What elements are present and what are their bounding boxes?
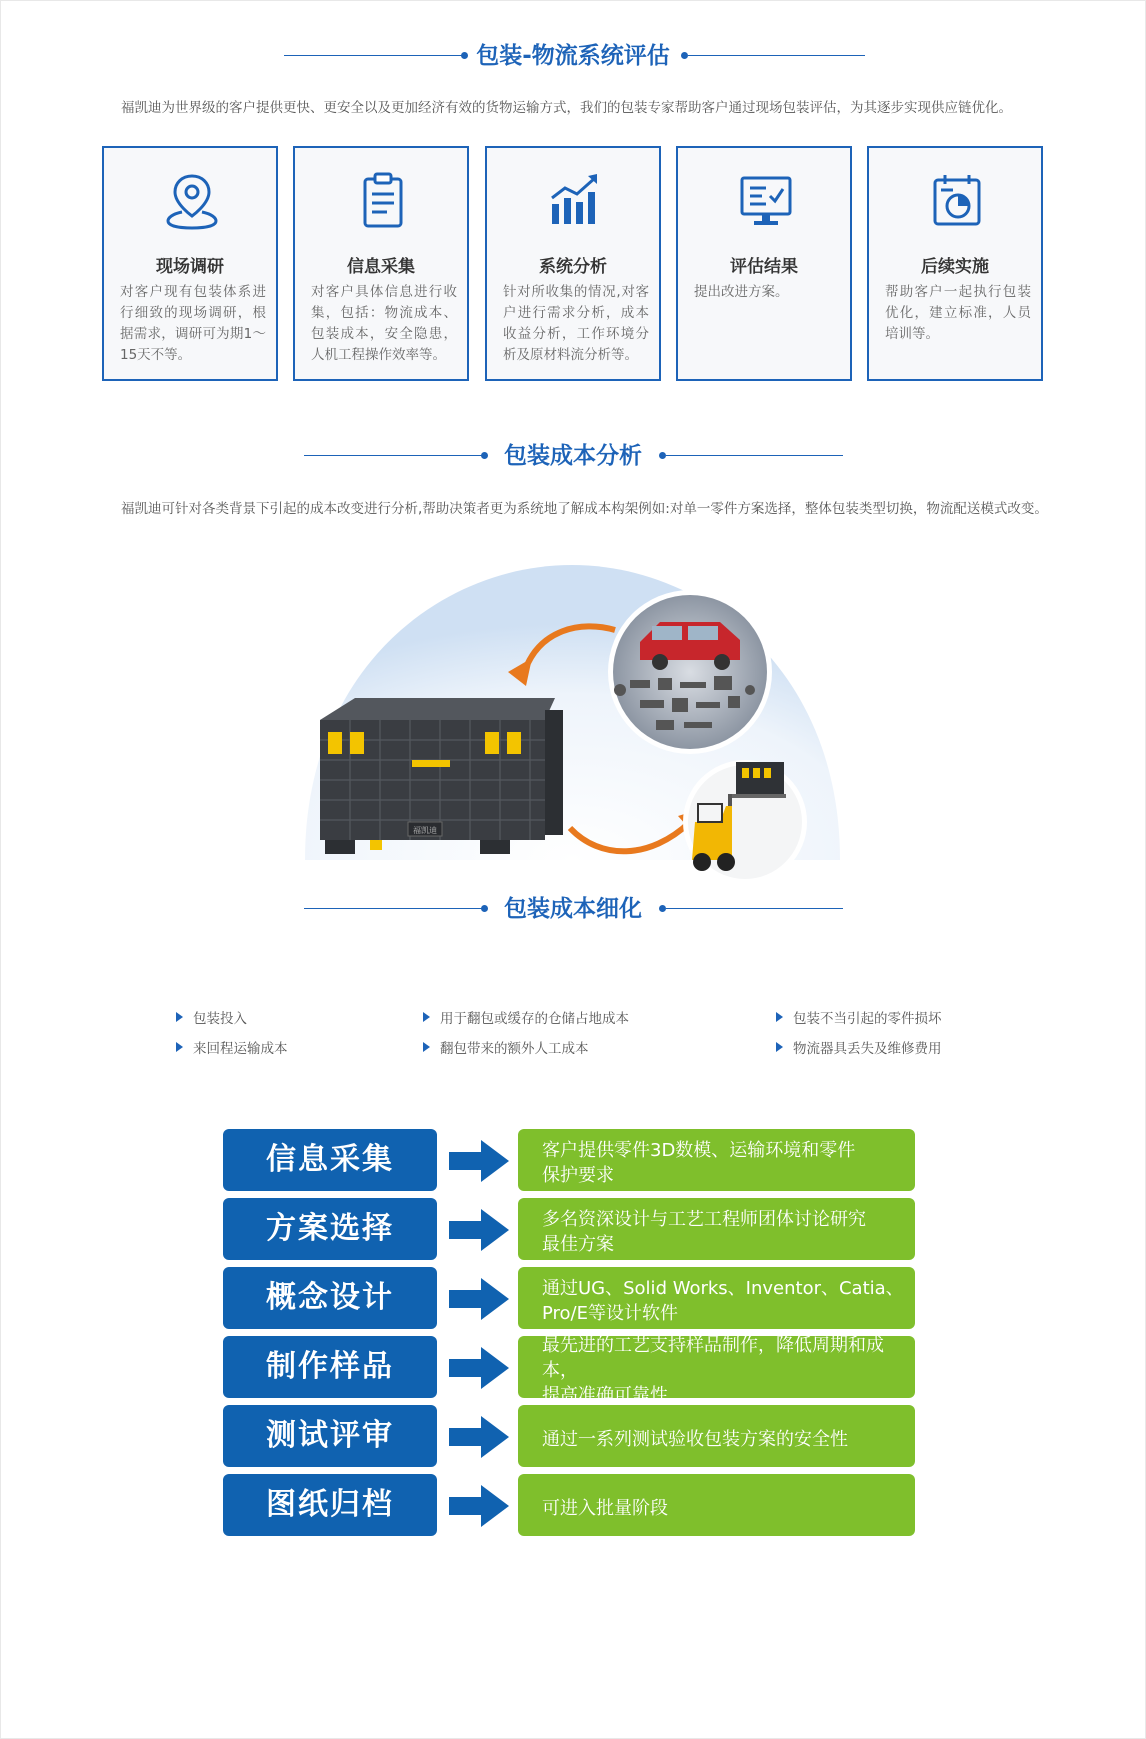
process-step	[223, 1198, 915, 1260]
clipboard-icon	[353, 170, 413, 230]
triangle-bullet-icon	[176, 1042, 183, 1052]
bullet-item: 用于翻包或缓存的仓储占地成本	[423, 1010, 629, 1028]
step-desc: 可进入批量阶段	[518, 1474, 915, 1536]
card-desc: 帮助客户一起执行包装优化，建立标准，人员培训等。	[885, 284, 1031, 342]
step-desc: 客户提供零件3D数模、运输环境和零件 保护要求	[518, 1129, 915, 1191]
location-pin-icon	[162, 170, 222, 230]
card-follow-up	[867, 146, 1043, 381]
step-name: 信息采集	[223, 1129, 437, 1191]
right-arrow-icon	[449, 1140, 509, 1182]
step-name: 图纸归档	[223, 1474, 437, 1536]
bullet-item: 包装投入	[176, 1010, 247, 1028]
right-arrow-icon	[449, 1485, 509, 1527]
triangle-bullet-icon	[776, 1012, 783, 1022]
card-desc: 对客户现有包装体系进行细致的现场调研，根据需求，调研可为期1～15天不等。	[120, 284, 266, 363]
process-step	[223, 1129, 915, 1191]
step-name: 方案选择	[223, 1198, 437, 1260]
step-desc: 通过一系列测试验收包装方案的安全性	[518, 1405, 915, 1467]
step-desc: 最先进的工艺支持样品制作，降低周期和成本， 提高准确可靠性	[518, 1336, 915, 1398]
card-title: 现场调研	[156, 257, 224, 277]
right-arrow-icon	[449, 1347, 509, 1389]
triangle-bullet-icon	[176, 1012, 183, 1022]
bullet-item: 来回程运输成本	[176, 1040, 288, 1058]
card-evaluation-result	[676, 146, 852, 381]
process-step	[223, 1474, 915, 1536]
bullet-item: 包装不当引起的零件损坏	[776, 1010, 942, 1028]
section-title-evaluation: 包装-物流系统评估	[0, 36, 1146, 76]
triangle-bullet-icon	[423, 1042, 430, 1052]
step-name: 制作样品	[223, 1336, 437, 1398]
card-title: 信息采集	[347, 257, 415, 277]
section-intro-cost-analysis: 福凯迪可针对各类背景下引起的成本改变进行分析,帮助决策者更为系统地了解成本构架例如:对单一零件方案选择，整体包装类型切换，物流配送模式改变。	[121, 501, 1048, 517]
step-desc: 通过UG、Solid Works、Inventor、Catia、 Pro/E等设计软件	[518, 1267, 915, 1329]
triangle-bullet-icon	[423, 1012, 430, 1022]
card-info-collection	[293, 146, 469, 381]
card-desc: 对客户具体信息进行收集，包括：物流成本、包装成本，安全隐患，人机工程操作效率等。	[311, 284, 457, 363]
car-parts-image	[608, 590, 772, 754]
section-intro-evaluation: 福凯迪为世界级的客户提供更快、更安全以及更加经济有效的货物运输方式，我们的包装专家帮助客户通过现场包装评估，为其逐步实现供应链优化。	[121, 100, 1012, 116]
right-arrow-icon	[449, 1209, 509, 1251]
card-desc: 提出改进方案。	[694, 284, 789, 300]
right-arrow-icon	[449, 1278, 509, 1320]
step-name: 测试评审	[223, 1405, 437, 1467]
cost-analysis-illustration	[300, 560, 845, 910]
bar-chart-icon	[545, 170, 605, 230]
card-system-analysis	[485, 146, 661, 381]
triangle-bullet-icon	[776, 1042, 783, 1052]
card-field-research	[102, 146, 278, 381]
right-arrow-icon	[449, 1416, 509, 1458]
calendar-report-icon	[927, 170, 987, 230]
process-step	[223, 1405, 915, 1467]
card-title: 评估结果	[730, 257, 798, 277]
bullet-item: 物流器具丢失及维修费用	[776, 1040, 942, 1058]
section-title-cost-analysis: 包装成本分析	[0, 436, 1146, 476]
step-desc: 多名资深设计与工艺工程师团体讨论研究 最佳方案	[518, 1198, 915, 1260]
plastic-crate-image	[320, 698, 563, 854]
forklift-image	[683, 760, 807, 884]
card-title: 系统分析	[539, 257, 607, 277]
card-desc: 针对所收集的情况,对客户进行需求分析，成本收益分析，工作环境分析及原材料流分析等。	[503, 284, 649, 363]
process-step	[223, 1334, 915, 1406]
process-step	[223, 1267, 915, 1329]
step-name: 概念设计	[223, 1267, 437, 1329]
bullet-item: 翻包带来的额外人工成本	[423, 1040, 589, 1058]
monitor-check-icon	[736, 170, 796, 230]
crate-logo-text: 福凯迪	[413, 826, 437, 835]
section-title-cost-breakdown: 包装成本细化	[0, 889, 1146, 929]
card-title: 后续实施	[921, 257, 989, 277]
